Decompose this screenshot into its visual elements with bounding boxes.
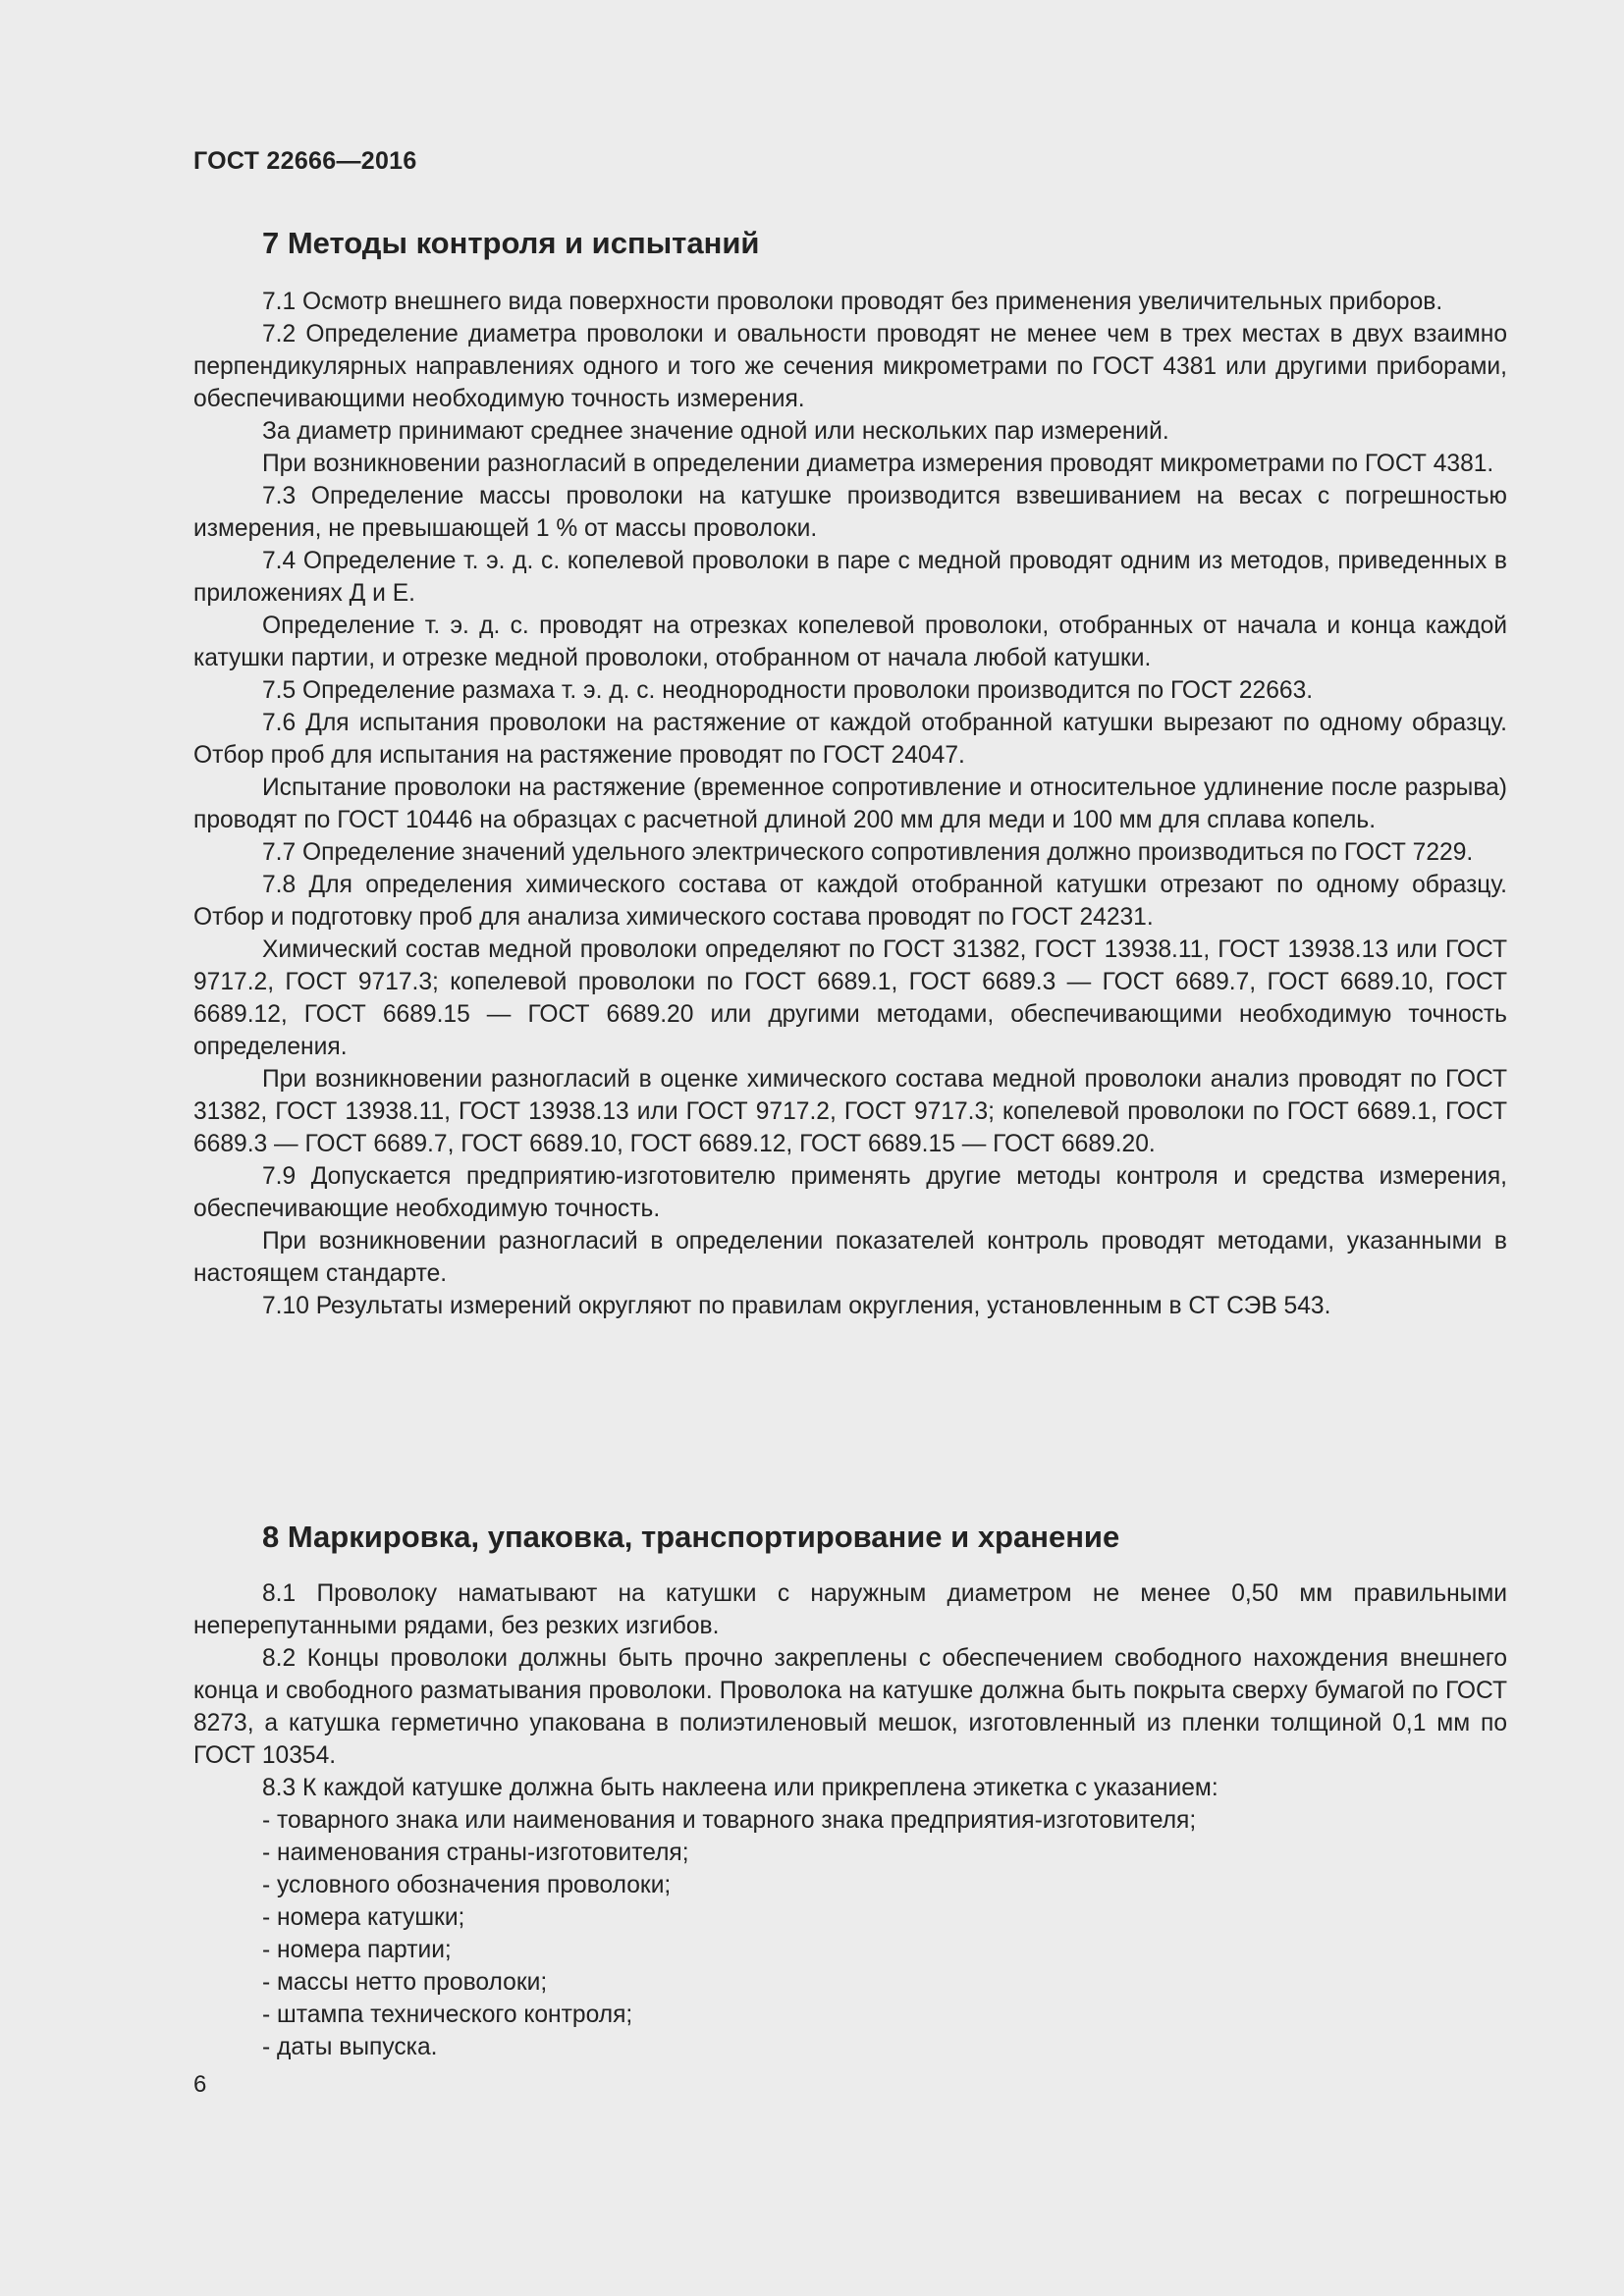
paragraph: Испытание проволоки на растяжение (временное сопротивление и относительное удлинение после разрыва) проводят по ГОСТ 10446 на образцах с расчетной длиной 200 мм для меди и 100 мм для сплава копель. [193, 774, 1507, 833]
paragraph: При возникновении разногласий в определении диаметра измерения проводят микрометрами по ГОСТ 4381. [262, 451, 1494, 477]
list-item: - товарного знака или наименования и товарного знака предприятия-изготовителя; [262, 1807, 1197, 1834]
list-item: - номера катушки; [262, 1904, 465, 1931]
paragraph: За диаметр принимают среднее значение одной или нескольких пар измерений. [262, 418, 1169, 445]
list-item: - массы нетто проволоки; [262, 1969, 548, 1996]
paragraph-7-1: 7.1 Осмотр внешнего вида поверхности проволоки проводят без применения увеличительных приборов. [262, 289, 1443, 315]
list-item: - наименования страны-изготовителя; [262, 1840, 689, 1866]
section-8-title: 8 Маркировка, упаковка, транспортирование и хранение [262, 1520, 1120, 1554]
paragraph: При возникновении разногласий в определении показателей контроль проводят методами, указанными в настоящем стандарте. [193, 1228, 1507, 1287]
paragraph: Определение т. э. д. с. проводят на отрезках копелевой проволоки, отобранных от начала и конца каждой катушки партии, и отрезке медной проволоки, отобранном от начала любой катушки. [193, 613, 1507, 671]
paragraph-7-8: 7.8 Для определения химического состава от каждой отобранной катушки отрезают по одному образцу. Отбор и подготовку проб для анализа химического состава проводят по ГОСТ 24231. [193, 872, 1507, 931]
paragraph-7-5: 7.5 Определение размаха т. э. д. с. неоднородности проволоки производится по ГОСТ 22663. [262, 677, 1314, 704]
list-item: - штампа технического контроля; [262, 2002, 633, 2028]
paragraph-7-4: 7.4 Определение т. э. д. с. копелевой проволоки в паре с медной проводят одним из методов, приведенных в приложениях Д и Е. [193, 548, 1507, 607]
paragraph-7-2: 7.2 Определение диаметра проволоки и овальности проводят не менее чем в трех местах в двух взаимно перпендикулярных направлениях одного и того же сечения микрометрами по ГОСТ 4381 или другими приборами, обеспечивающими необходимую точность измерения. [193, 321, 1507, 412]
paragraph-7-10: 7.10 Результаты измерений округляют по правилам округления, установленным в СТ СЭВ 543. [262, 1293, 1331, 1319]
label-contents-list [193, 1804, 1507, 2063]
section-7-body [193, 286, 1507, 1322]
list-item: - даты выпуска. [262, 2034, 438, 2060]
list-item: - условного обозначения проволоки; [262, 1872, 672, 1898]
paragraph-7-9: 7.9 Допускается предприятию-изготовителю применять другие методы контроля и средства измерения, обеспечивающие необходимую точность. [193, 1163, 1507, 1222]
list-item: - номера партии; [262, 1937, 452, 1963]
paragraph-8-2: 8.2 Концы проволоки должны быть прочно закреплены с обеспечением свободного нахождения внешнего конца и свободного разматывания проволоки. Проволока на катушке должна быть покрыта сверху бумагой по ГОСТ 8273, а катушка герметично упакована в полиэтиленовый мешок, изготовленный из пленки толщиной 0,1 мм по ГОСТ 10354. [193, 1645, 1507, 1769]
section-7-title: 7 Методы контроля и испытаний [262, 226, 760, 260]
page-number: 6 [193, 2071, 207, 2098]
section-8-body [193, 1577, 1507, 2063]
paragraph-7-7: 7.7 Определение значений удельного электрического сопротивления должно производиться по ГОСТ 7229. [262, 839, 1474, 866]
paragraph: При возникновении разногласий в оценке химического состава медной проволоки анализ проводят по ГОСТ 31382, ГОСТ 13938.11, ГОСТ 13938.13 или ГОСТ 9717.2, ГОСТ 9717.3; копелевой проволоки по ГОСТ 6689.1, ГОСТ 6689.3 — ГОСТ 6689.7, ГОСТ 6689.10, ГОСТ 6689.12, ГОСТ 6689.15 — ГОСТ 6689.20. [193, 1066, 1507, 1157]
document-header: ГОСТ 22666—2016 [193, 147, 417, 175]
paragraph-7-3: 7.3 Определение массы проволоки на катушке производится взвешиванием на весах с погрешностью измерения, не превышающей 1 % от массы проволоки. [193, 483, 1507, 542]
paragraph-8-1: 8.1 Проволоку наматывают на катушки с наружным диаметром не менее 0,50 мм правильными неперепутанными рядами, без резких изгибов. [193, 1580, 1507, 1639]
paragraph-8-3: 8.3 К каждой катушке должна быть наклеена или прикреплена этикетка с указанием: [262, 1775, 1218, 1801]
paragraph-7-6: 7.6 Для испытания проволоки на растяжение от каждой отобранной катушки вырезают по одному образцу. Отбор проб для испытания на растяжение проводят по ГОСТ 24047. [193, 710, 1507, 769]
paragraph: Химический состав медной проволоки определяют по ГОСТ 31382, ГОСТ 13938.11, ГОСТ 13938.13 или ГОСТ 9717.2, ГОСТ 9717.3; копелевой проволоки по ГОСТ 6689.1, ГОСТ 6689.3 — ГОСТ 6689.7, ГОСТ 6689.10, ГОСТ 6689.12, ГОСТ 6689.15 — ГОСТ 6689.20 или другими методами, обеспечивающими необходимую точность определения. [193, 936, 1507, 1060]
